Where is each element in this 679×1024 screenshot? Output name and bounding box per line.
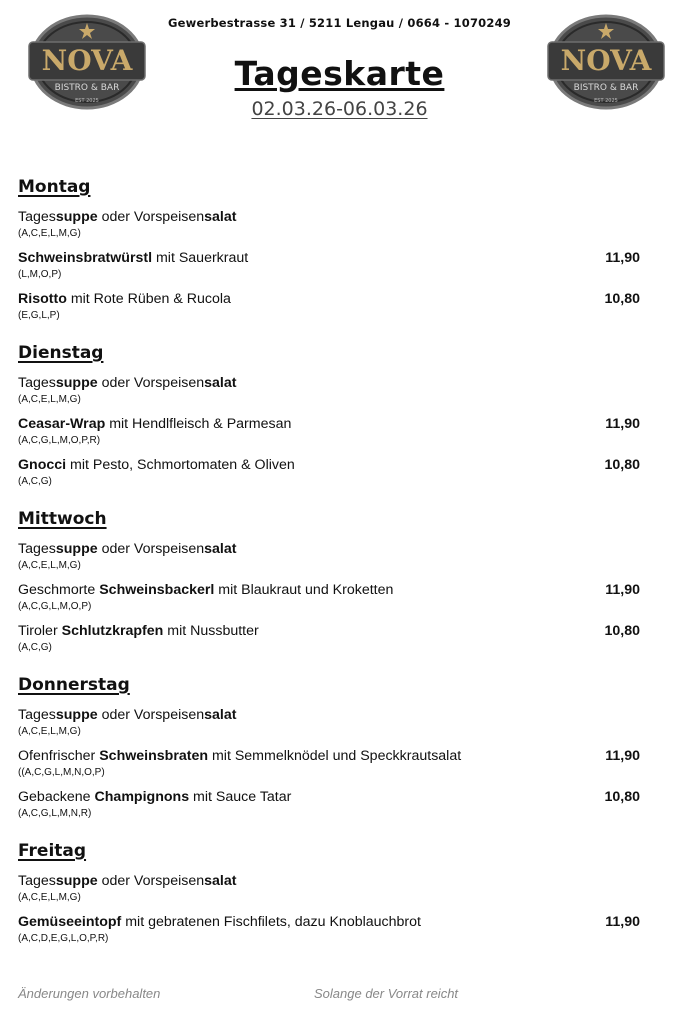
nova-logo-left (27, 14, 147, 110)
dish-text: oder Vorspeisen (97, 375, 205, 391)
dish-highlight: Schweinsbraten (99, 748, 209, 764)
footer-disclaimer: Änderungen vorbehalten (18, 986, 161, 1001)
dish-highlight: Risotto (18, 291, 67, 307)
dish-highlight: Ceasar-Wrap (18, 416, 106, 432)
dish-text: Geschmorte (18, 582, 100, 598)
allergen-codes: ((A,C,G,L,M,N,O,P) (18, 767, 105, 778)
allergen-codes: (A,C,E,L,M,G) (18, 560, 81, 571)
day-section-donnerstag (18, 674, 640, 820)
dish-price: 10,80 (604, 789, 640, 805)
svg-text:EST 2025: EST 2025 (594, 98, 618, 104)
dish-text: Tages (18, 209, 56, 225)
dish-description (18, 622, 259, 640)
dish-highlight: Gemüseeintopf (18, 914, 122, 930)
day-section-montag (18, 176, 640, 322)
menu-item (18, 456, 640, 474)
dish-text: oder Vorspeisen (97, 541, 205, 557)
menu-item (18, 290, 640, 308)
dish-highlight: salat (204, 541, 237, 557)
dish-description (18, 249, 248, 267)
dish-description (18, 374, 236, 392)
menu-item (18, 706, 640, 724)
dish-price: 11,90 (605, 582, 640, 598)
svg-text:BISTRO & BAR: BISTRO & BAR (573, 83, 639, 93)
dish-highlight: salat (204, 707, 237, 723)
dish-description (18, 540, 236, 558)
dish-text: Tages (18, 375, 56, 391)
menu-item (18, 747, 640, 765)
menu-item (18, 208, 640, 226)
dish-price: 11,90 (605, 250, 640, 266)
dish-description (18, 208, 236, 226)
menu-item (18, 913, 640, 931)
dish-description (18, 872, 236, 890)
menu-item (18, 374, 640, 392)
dish-highlight: Schweinsbackerl (99, 582, 215, 598)
dish-price: 10,80 (604, 291, 640, 307)
day-section-dienstag (18, 342, 640, 488)
dish-description (18, 581, 393, 599)
dish-text: mit Sauce Tatar (189, 789, 292, 805)
dish-price: 11,90 (605, 914, 640, 930)
page-title: Tageskarte (234, 54, 445, 93)
dish-highlight: suppe (55, 873, 98, 889)
day-section-mittwoch (18, 508, 640, 654)
dish-highlight: salat (204, 209, 237, 225)
dish-description (18, 788, 291, 806)
dish-description (18, 415, 291, 433)
dish-text: Tages (18, 873, 56, 889)
nova-logo-right (546, 14, 666, 110)
allergen-codes: (A,C,G,L,M,O,P,R) (18, 435, 101, 446)
dish-description (18, 747, 461, 765)
menu-item (18, 540, 640, 558)
day-heading: Mittwoch (18, 509, 107, 529)
day-section-freitag (18, 840, 640, 945)
dish-highlight: suppe (55, 541, 98, 557)
logo-wordmark: NOVA (41, 44, 133, 77)
day-heading: Dienstag (18, 343, 104, 363)
dish-highlight: suppe (55, 707, 98, 723)
dish-price: 10,80 (604, 457, 640, 473)
allergen-codes: (A,C,E,L,M,G) (18, 726, 81, 737)
dish-text: mit Blaukraut und Kroketten (214, 582, 394, 598)
dish-description (18, 706, 236, 724)
allergen-codes: (A,C,E,L,M,G) (18, 892, 81, 903)
dish-text: mit Rote Rüben & Rucola (66, 291, 231, 307)
day-heading: Donnerstag (18, 675, 130, 695)
allergen-codes: (A,C,G,L,M,O,P) (18, 601, 92, 612)
dish-price: 11,90 (605, 416, 640, 432)
allergen-codes: (A,C,E,L,M,G) (18, 228, 81, 239)
allergen-codes: (E,G,L,P) (18, 310, 60, 321)
dish-highlight: suppe (55, 375, 98, 391)
menu-item (18, 872, 640, 890)
dish-highlight: Schlutzkrapfen (61, 623, 164, 639)
dish-description (18, 456, 295, 474)
dish-text: mit Pesto, Schmortomaten & Oliven (66, 457, 295, 473)
dish-text: Tages (18, 707, 56, 723)
dish-highlight: Schweinsbratwürstl (18, 250, 153, 266)
dish-text: mit Sauerkraut (152, 250, 249, 266)
dish-highlight: suppe (55, 209, 98, 225)
dish-text: Tages (18, 541, 56, 557)
logo-wordmark: NOVA (560, 44, 652, 77)
dish-text: mit Nussbutter (163, 623, 259, 639)
dish-highlight: salat (204, 375, 237, 391)
dish-text: oder Vorspeisen (97, 707, 205, 723)
dish-highlight: Champignons (94, 789, 190, 805)
dish-text: mit Hendlfleisch & Parmesan (105, 416, 292, 432)
dish-price: 10,80 (604, 623, 640, 639)
dish-text: oder Vorspeisen (97, 873, 205, 889)
footer-availability-note: Solange der Vorrat reicht (314, 986, 459, 1001)
dish-text: mit Semmelknödel und Speckkrautsalat (208, 748, 462, 764)
address-line: Gewerbestrasse 31 / 5211 Lengau / 0664 - 1070249 (168, 16, 511, 30)
dish-highlight: Gnocci (18, 457, 67, 473)
dish-description (18, 290, 231, 308)
dish-description (18, 913, 421, 931)
menu-item (18, 249, 640, 267)
date-range: 02.03.26-06.03.26 (251, 98, 428, 120)
menu-item (18, 581, 640, 599)
dish-price: 11,90 (605, 748, 640, 764)
day-heading: Freitag (18, 841, 87, 861)
allergen-codes: (L,M,O,P) (18, 269, 62, 280)
allergen-codes: (A,C,G) (18, 642, 52, 653)
dish-text: Ofenfrischer (18, 748, 100, 764)
dish-text: oder Vorspeisen (97, 209, 205, 225)
allergen-codes: (A,C,G,L,M,N,R) (18, 808, 92, 819)
allergen-codes: (A,C,D,E,G,L,O,P,R) (18, 933, 109, 944)
day-heading: Montag (18, 177, 91, 197)
menu-item (18, 788, 640, 806)
allergen-codes: (A,C,E,L,M,G) (18, 394, 81, 405)
svg-text:EST 2025: EST 2025 (75, 98, 99, 104)
dish-highlight: salat (204, 873, 237, 889)
dish-text: Tiroler (18, 623, 62, 639)
dish-text: Gebackene (18, 789, 95, 805)
dish-text: mit gebratenen Fischfilets, dazu Knoblauchbrot (121, 914, 421, 930)
svg-text:BISTRO & BAR: BISTRO & BAR (54, 83, 120, 93)
allergen-codes: (A,C,G) (18, 476, 52, 487)
menu-item (18, 415, 640, 433)
menu-item (18, 622, 640, 640)
weekly-menu (18, 176, 640, 965)
